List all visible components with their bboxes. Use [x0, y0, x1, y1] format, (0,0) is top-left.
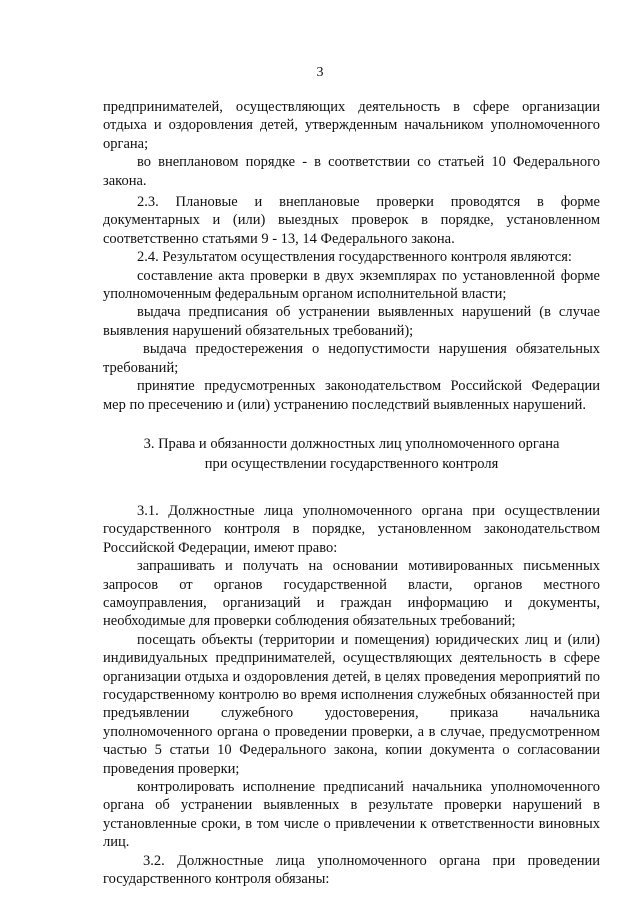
page-number: 3 [316, 65, 324, 80]
paragraph-unscheduled-order: во внеплановом порядке - в соответствии со статьей 10 Федерального закона. [103, 154, 600, 189]
section-heading [103, 434, 600, 474]
paragraph-visit-objects: посещать объекты (территории и помещения) юридических лиц и (или) индивидуальных предпринимателей, осуществляющих деятельность в сфере организации отдыха и оздоровления детей, в целях проведения мероприятий по государственному контролю во время исполнения служебных обязанностей при предъявлении служебного удостоверения, приказа начальника уполномоченного органа о проведении проверки, а в случае, предусмотренном частью 5 статьи 10 Федерального закона, копии документа о согласовании проведения проверки; [103, 631, 600, 777]
section-heading-line-2: при осуществлении государственного контроля [204, 455, 499, 472]
paragraph-measures: принятие предусмотренных законодательством Российской Федерации мер по пресечению и (или) устранению последствий выявленных нарушений. [103, 378, 600, 413]
paragraph-issue-warning: выдача предостережения о недопустимости нарушения обязательных требований; [103, 341, 600, 376]
paragraph-3-2: 3.2. Должностные лица уполномоченного органа при проведении государственного контроля обязаны: [103, 852, 600, 888]
paragraph-control-execution: контролировать исполнение предписаний начальника уполномоченного органа об устранении выявленных в результате проверки нарушений в установленные сроки, в том числе о привлечении к ответственности виновных лиц. [103, 779, 600, 851]
paragraph-inspection-act: составление акта проверки в двух экземплярах по установленной форме уполномоченным федеральным органом исполнительной власти; [103, 267, 600, 303]
paragraph-continuation: предпринимателей, осуществляющих деятельность в сфере организации отдыха и оздоровления детей, утвержденным начальником уполномоченного органа; [103, 99, 600, 152]
document-body [103, 98, 600, 888]
paragraph-2-4: 2.4. Результатом осуществления государственного контроля являются: [137, 249, 572, 266]
paragraph-issue-order: выдача предписания об устранении выявленных нарушений (в случае выявления нарушений обязательных требований); [103, 304, 600, 339]
paragraph-request-info: запрашивать и получать на основании мотивированных письменных запросов от органов государственной власти, органов местного самоуправления, организаций и граждан информацию и документы, необходимые для проверки соблюдения обязательных требований; [103, 558, 600, 630]
paragraph-2-3: 2.3. Плановые и внеплановые проверки проводятся в форме документарных и (или) выездных проверок в порядке, установленном соответственно статьями 9 - 13, 14 Федерального закона. [103, 194, 600, 247]
section-heading-line-1: 3. Права и обязанности должностных лиц уполномоченного органа [143, 435, 560, 452]
paragraph-3-1: 3.1. Должностные лица уполномоченного органа при осуществлении государственного контроля в порядке, установленном законодательством Российской Федерации, имеют право: [103, 502, 600, 556]
